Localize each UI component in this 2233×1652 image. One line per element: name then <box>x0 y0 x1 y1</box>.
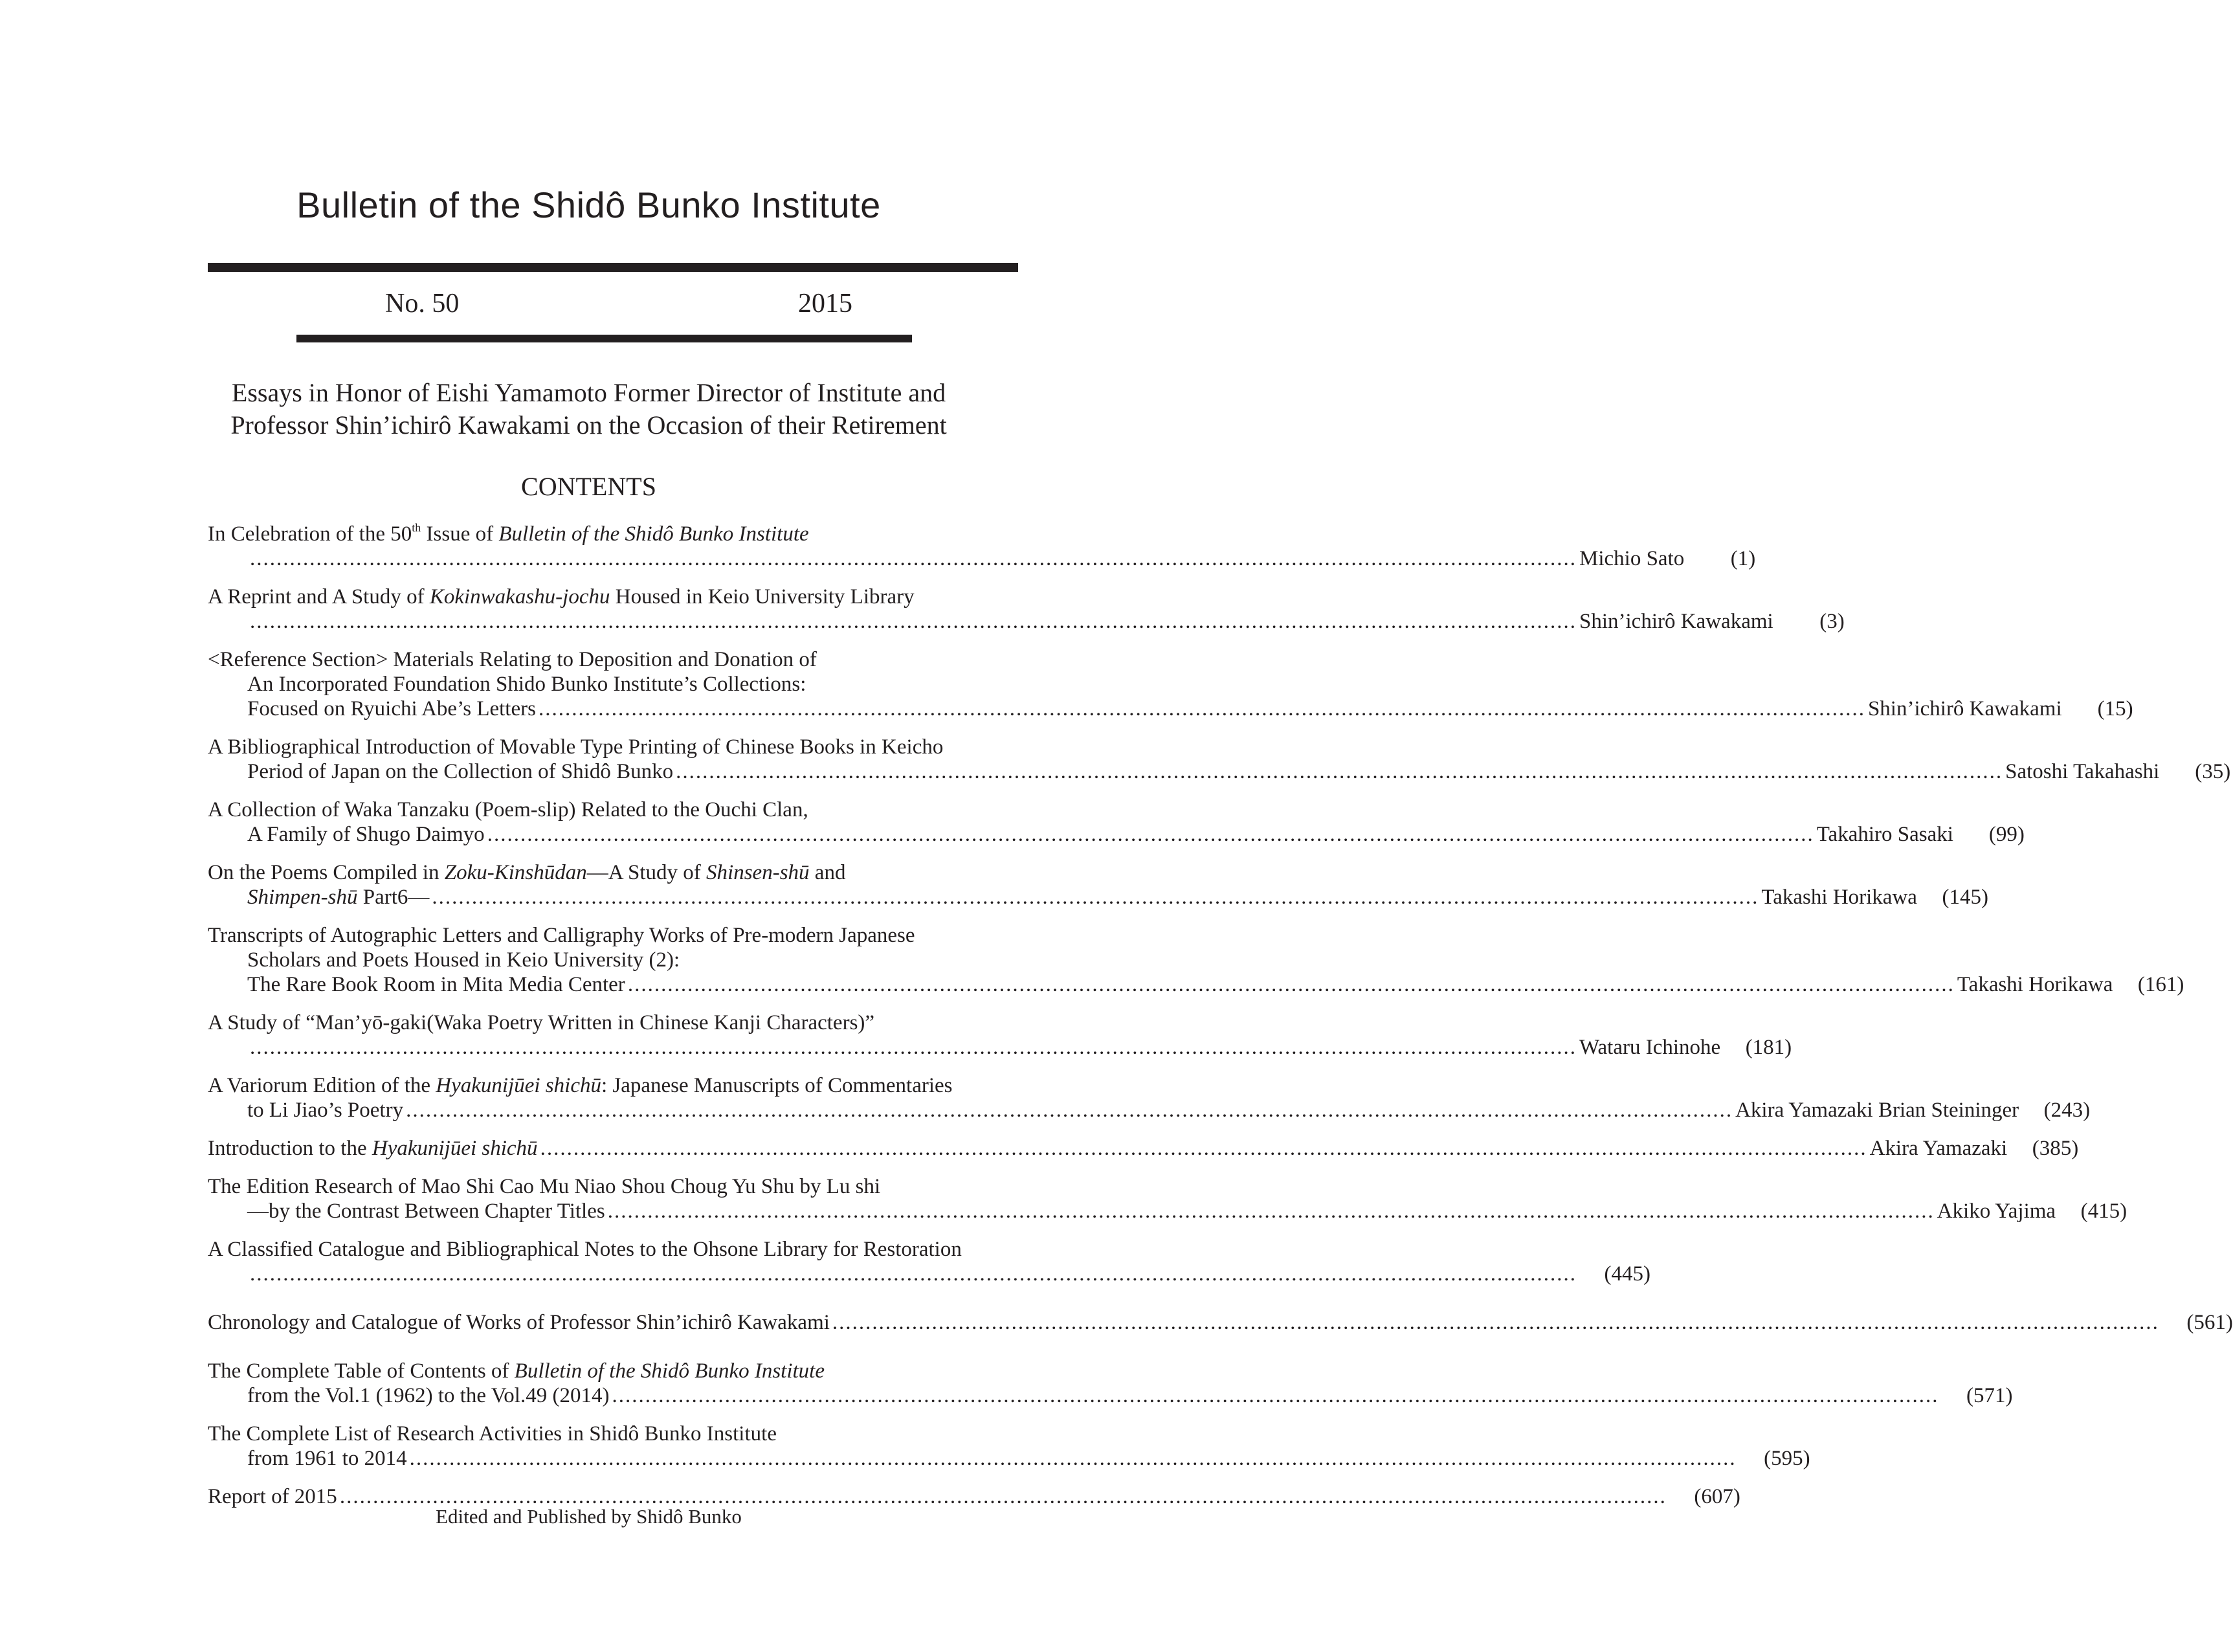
title-segment: Chronology and Catalogue of Works of Professor Shin’ichirô Kawakami <box>208 1311 830 1334</box>
title-segment: The Complete Table of Contents of <box>208 1359 515 1383</box>
italic-title: Shimpen-shū <box>247 886 358 909</box>
entry-author: Shin’ichirô Kawakami <box>1579 610 1773 633</box>
toc-entry <box>208 1136 2079 1161</box>
contents-heading: CONTENTS <box>521 472 656 501</box>
bottom-rule <box>296 335 912 342</box>
title-segment: —by the Contrast Between Chapter Titles <box>247 1200 605 1223</box>
entry-title-text <box>247 1446 407 1471</box>
toc-line <box>208 798 1001 822</box>
toc-line <box>208 522 1001 546</box>
entry-page-number: (15) <box>2097 697 2133 720</box>
title-segment: to Li Jiao’s Poetry <box>247 1099 404 1122</box>
toc-line <box>208 860 1001 885</box>
entry-title-text <box>247 885 429 910</box>
entry-title-text <box>247 1199 605 1223</box>
title-segment: A Reprint and A Study of <box>208 585 430 608</box>
top-rule <box>208 263 1018 272</box>
dedication-line: Professor Shin’ichirô Kawakami on the Occasion of their Retirement <box>230 410 947 440</box>
toc-entry <box>208 647 2133 721</box>
toc-line <box>208 735 1001 759</box>
toc-entry <box>208 860 1988 910</box>
toc-entry <box>208 521 1756 571</box>
dot-leader: ........................................................................................................................................................................................................ <box>832 1311 2159 1334</box>
dot-leader: ........................................................................................................................................................................................................ <box>250 547 1577 570</box>
dot-leader: ........................................................................................................................................................................................................ <box>250 1036 1577 1059</box>
toc-line <box>208 546 1756 571</box>
entry-author: Akira Yamazaki <box>1869 1137 2008 1160</box>
toc-line <box>208 647 1001 672</box>
toc-line <box>208 1136 2079 1161</box>
dot-leader: ........................................................................................................................................................................................................ <box>409 1447 1737 1470</box>
toc-line <box>208 948 1001 972</box>
dedication <box>0 377 1177 441</box>
table-of-contents <box>208 521 2233 1523</box>
title-segment: Focused on Ryuichi Abe’s Letters <box>247 697 536 720</box>
title-segment: Introduction to the <box>208 1137 372 1160</box>
entry-page-number: (1) <box>1730 547 1756 570</box>
dot-leader: ........................................................................................................................................................................................................ <box>250 1262 1577 1286</box>
entry-title-text <box>208 1237 962 1262</box>
entry-title-text <box>208 647 817 672</box>
title-segment: Part6— <box>357 886 430 909</box>
toc-entry <box>208 735 2231 784</box>
entry-title-text <box>247 1383 609 1408</box>
entry-page-number: (445) <box>1604 1262 1650 1286</box>
entry-title-text <box>208 1136 538 1161</box>
toc-line <box>208 1383 2013 1408</box>
entry-title-text <box>247 759 673 784</box>
entry-title-text <box>208 1359 825 1383</box>
title-segment: A Classified Catalogue and Bibliographical Notes to the Ohsone Library for Restoration <box>208 1238 962 1261</box>
title-segment: th <box>412 521 421 534</box>
title-segment: Scholars and Poets Housed in Keio University (2): <box>247 948 680 972</box>
entry-title-text <box>208 1422 777 1446</box>
dot-leader: ........................................................................................................................................................................................................ <box>432 886 1759 909</box>
toc-entry <box>208 585 1845 634</box>
title-segment: In Celebration of the 50 <box>208 522 412 546</box>
toc-line <box>208 1422 1001 1446</box>
entry-author: Satoshi Takahashi <box>2005 760 2160 783</box>
entry-page-number: (243) <box>2043 1099 2091 1122</box>
title-segment: Period of Japan on the Collection of Shidô Bunko <box>247 760 674 783</box>
toc-line <box>208 759 2231 784</box>
entry-title-text <box>247 822 485 847</box>
title-segment: The Complete List of Research Activities in Shidô Bunko Institute <box>208 1422 777 1446</box>
entry-author: Shin’ichirô Kawakami <box>1867 697 2062 720</box>
dot-leader: ........................................................................................................................................................................................................ <box>339 1485 1667 1508</box>
toc-entry <box>208 1237 1650 1286</box>
dot-leader: ........................................................................................................................................................................................................ <box>540 1137 1867 1160</box>
toc-line <box>208 609 1845 634</box>
entry-page-number: (181) <box>1745 1036 1792 1059</box>
entry-author: Michio Sato <box>1579 547 1685 570</box>
toc-entry <box>208 923 2184 997</box>
italic-title: Kokinwakashu-jochu <box>429 585 610 608</box>
title-segment: Transcripts of Autographic Letters and Calligraphy Works of Pre-modern Japanese <box>208 924 915 947</box>
publisher-note: Edited and Published by Shidô Bunko <box>436 1505 742 1528</box>
italic-title: Hyakunijūei shichū <box>436 1074 601 1097</box>
entry-title-text <box>208 735 943 759</box>
entry-page-number: (595) <box>1764 1447 1810 1470</box>
toc-entry <box>208 1073 2091 1122</box>
title-segment: Housed in Keio University Library <box>610 585 915 608</box>
toc-line <box>208 885 1988 910</box>
toc-line <box>208 1174 1001 1199</box>
entry-title-text <box>208 798 808 822</box>
entry-author: Wataru Ichinohe <box>1579 1036 1721 1059</box>
toc-line <box>208 1359 1001 1383</box>
title-segment: —A Study of <box>586 861 707 884</box>
title-segment: from the Vol.1 (1962) to the Vol.49 (2014) <box>247 1384 610 1407</box>
issue-number: No. 50 <box>385 289 460 318</box>
toc-line <box>208 1262 1650 1286</box>
entry-page-number: (561) <box>2186 1311 2233 1334</box>
entry-author: Takashi Horikawa <box>1761 886 1917 909</box>
entry-title-text <box>247 672 806 697</box>
dot-leader: ........................................................................................................................................................................................................ <box>612 1384 1939 1407</box>
entry-title-text <box>208 1310 830 1335</box>
toc-line <box>208 1310 2233 1335</box>
toc-line <box>208 1035 1792 1060</box>
entry-page-number: (571) <box>1966 1384 2013 1407</box>
entry-page-number: (415) <box>2080 1200 2127 1223</box>
dot-leader: ........................................................................................................................................................................................................ <box>627 973 1955 996</box>
toc-line <box>208 972 2184 997</box>
title-segment: : Japanese Manuscripts of Commentaries <box>601 1074 953 1097</box>
italic-title: Bulletin of the Shidô Bunko Institute <box>498 522 809 546</box>
entry-title-text <box>247 697 536 721</box>
toc-line <box>208 1237 1001 1262</box>
toc-entry <box>208 1422 1810 1471</box>
entry-title-text <box>208 522 809 546</box>
entry-page-number: (161) <box>2137 973 2184 996</box>
entry-title-text <box>208 860 845 885</box>
title-segment: On the Poems Compiled in <box>208 861 445 884</box>
title-segment: Issue of <box>421 522 499 546</box>
title-segment: and <box>809 861 846 884</box>
entry-page-number: (607) <box>1694 1485 1740 1508</box>
entry-title-text <box>208 923 915 948</box>
toc-line <box>208 822 2025 847</box>
entry-author: Takahiro Sasaki <box>1816 823 1953 846</box>
dot-leader: ........................................................................................................................................................................................................ <box>406 1099 1733 1122</box>
dot-leader: ........................................................................................................................................................................................................ <box>676 760 2003 783</box>
title-segment: <Reference Section> Materials Relating to Deposition and Donation of <box>208 648 817 671</box>
toc-entry <box>208 1359 2013 1408</box>
entry-author: Akira Yamazaki Brian Steininger <box>1735 1099 2019 1122</box>
toc-entry <box>208 1010 1792 1060</box>
toc-line <box>208 1098 2091 1122</box>
entry-title-text <box>247 972 625 997</box>
title-segment: The Edition Research of Mao Shi Cao Mu Niao Shou Choug Yu Shu by Lu shi <box>208 1175 881 1198</box>
entry-title-text <box>247 948 680 972</box>
entry-page-number: (99) <box>1988 823 2025 846</box>
entry-author: Akiko Yajima <box>1937 1200 2056 1223</box>
entry-page-number: (3) <box>1819 610 1845 633</box>
toc-entry <box>208 1174 2127 1223</box>
entry-page-number: (145) <box>1942 886 1988 909</box>
title-segment: A Family of Shugo Daimyo <box>247 823 485 846</box>
title-segment: The Rare Book Room in Mita Media Center <box>247 973 625 996</box>
entry-title-text <box>208 585 915 609</box>
entry-title-text <box>208 1073 953 1098</box>
title-segment: A Bibliographical Introduction of Movable Type Printing of Chinese Books in Keicho <box>208 735 944 759</box>
toc-line <box>208 1446 1810 1471</box>
title-segment: Report of 2015 <box>208 1485 337 1508</box>
italic-title: Bulletin of the Shidô Bunko Institute <box>514 1359 825 1383</box>
entry-author: Takashi Horikawa <box>1957 973 2113 996</box>
dot-leader: ........................................................................................................................................................................................................ <box>538 697 1865 720</box>
entry-title-text <box>247 1098 403 1122</box>
title-segment: A Variorum Edition of the <box>208 1074 436 1097</box>
title-segment: An Incorporated Foundation Shido Bunko Institute’s Collections: <box>247 673 806 696</box>
title-segment: A Study of “Man’yō-gaki(Waka Poetry Written in Chinese Kanji Characters)” <box>208 1011 875 1034</box>
entry-title-text <box>208 1174 880 1199</box>
entry-title-text <box>208 1010 874 1035</box>
dot-leader: ........................................................................................................................................................................................................ <box>607 1200 1935 1223</box>
italic-title: Shinsen-shū <box>706 861 810 884</box>
toc-line <box>208 1199 2127 1223</box>
dedication-line: Essays in Honor of Eishi Yamamoto Former Director of Institute and <box>231 378 946 407</box>
italic-title: Zoku-Kinshūdan <box>444 861 587 884</box>
toc-entry <box>208 798 2025 847</box>
toc-line <box>208 672 1001 697</box>
dot-leader: ........................................................................................................................................................................................................ <box>250 610 1577 633</box>
journal-title: Bulletin of the Shidô Bunko Institute <box>296 184 881 225</box>
dot-leader: ........................................................................................................................................................................................................ <box>487 823 1814 846</box>
toc-line <box>208 697 2133 721</box>
toc-entry <box>208 1310 2233 1335</box>
title-segment: from 1961 to 2014 <box>247 1447 407 1470</box>
title-segment: A Collection of Waka Tanzaku (Poem-slip) Related to the Ouchi Clan, <box>208 798 808 821</box>
toc-line <box>208 1073 1001 1098</box>
entry-page-number: (35) <box>2195 760 2231 783</box>
entry-page-number: (385) <box>2032 1137 2079 1160</box>
toc-line <box>208 585 1001 609</box>
toc-line <box>208 1010 1001 1035</box>
issue-year: 2015 <box>798 289 852 318</box>
toc-line <box>208 923 1001 948</box>
italic-title: Hyakunijūei shichū <box>372 1137 538 1160</box>
